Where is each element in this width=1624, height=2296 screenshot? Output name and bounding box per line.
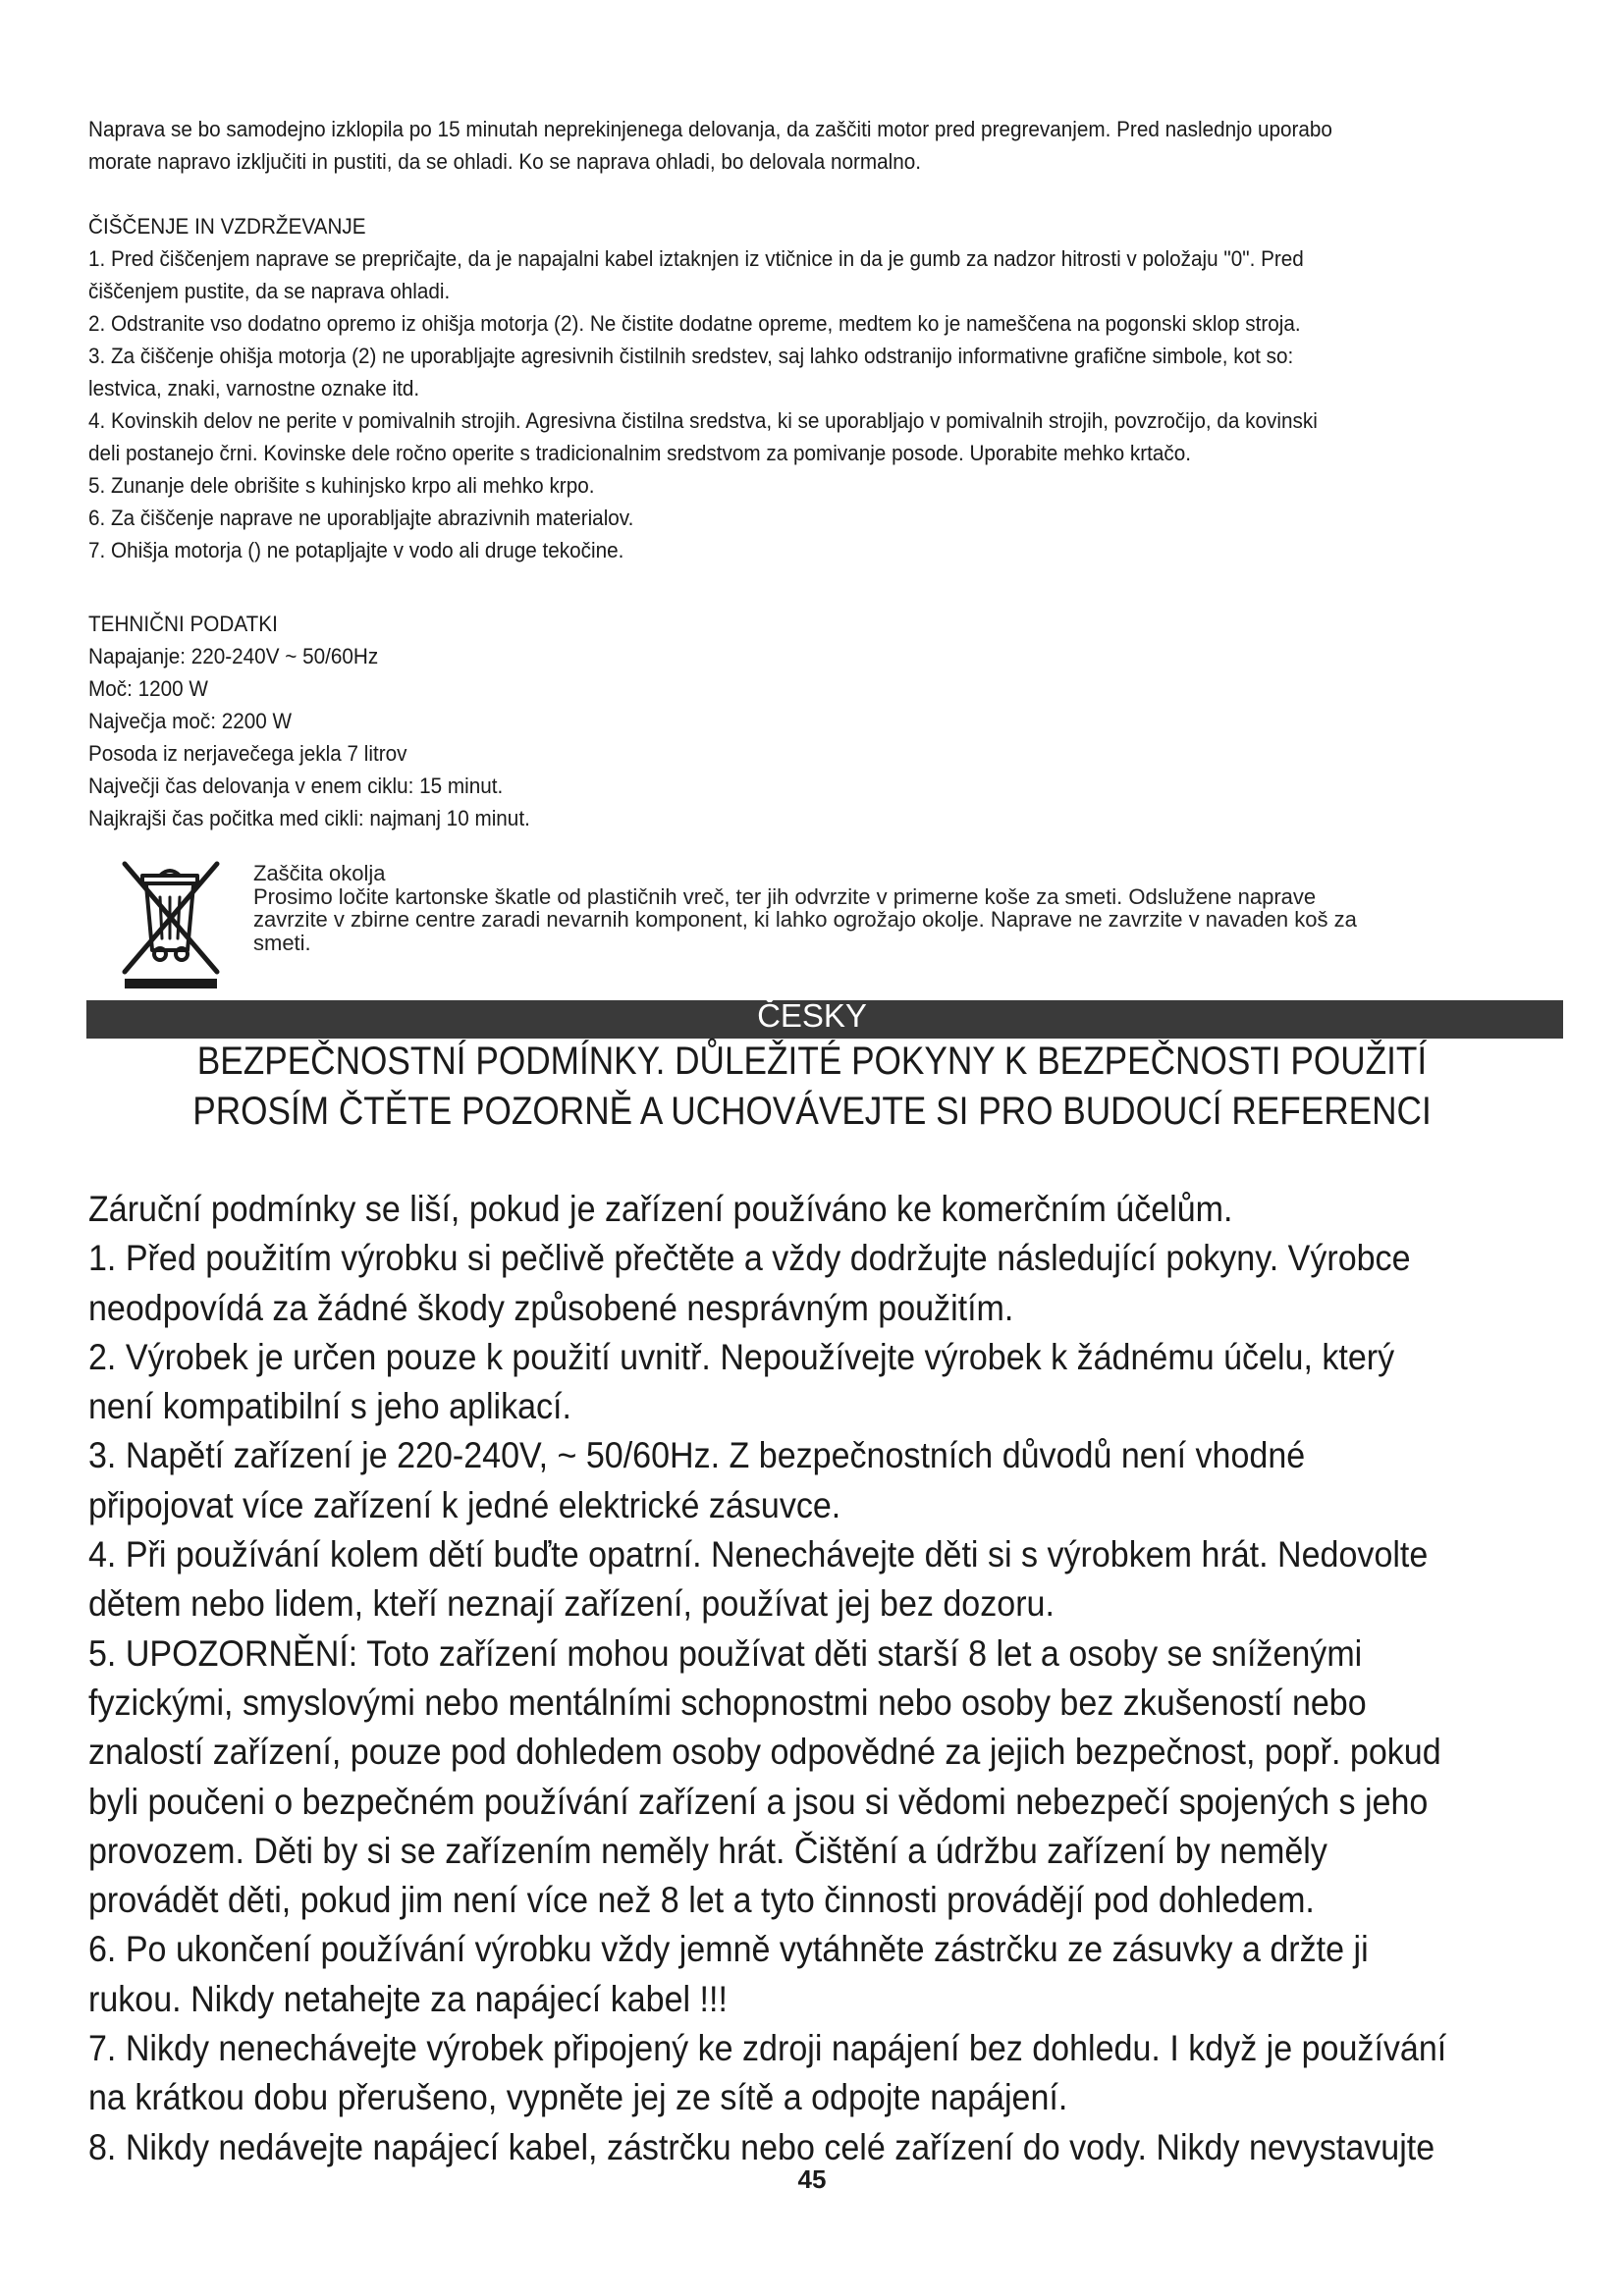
spec-line: Posoda iz nerjavečega jekla 7 litrov <box>88 741 407 766</box>
text-line: fyzickými, smyslovými nebo mentálními schopnostmi nebo osoby bez zkušeností nebo <box>88 1682 1367 1723</box>
spec-line: Napajanje: 220-240V ~ 50/60Hz <box>88 644 379 668</box>
text-line: smeti. <box>253 930 311 955</box>
text-line: 7. Nikdy nenechávejte výrobek připojený ke zdroji napájení bez dohledu. I když je používání <box>88 2028 1447 2069</box>
specs-section <box>88 608 1426 834</box>
text-line: 7. Ohišja motorja () ne potapljajte v vodo ali druge tekočine. <box>88 538 624 562</box>
text-line: rukou. Nikdy netahejte za napájecí kabel !!! <box>88 1978 728 2019</box>
text-line: byli poučeni o bezpečném používání zařízení a jsou si vědomi nebezpečí spojených s jeho <box>88 1781 1429 1822</box>
text-line: 1. Před použitím výrobku si pečlivě přečtěte a vždy dodržujte následující pokyny. Výrobce <box>88 1238 1411 1279</box>
spec-line: Največja moč: 2200 W <box>88 709 293 733</box>
title-line: BEZPEČNOSTNÍ PODMÍNKY. DŮLEŽITÉ POKYNY K BEZPEČNOSTI POUŽITÍ <box>196 1040 1428 1083</box>
text-line: deli postanejo črni. Kovinske dele ročno operite s tradicionalnim sredstvom za pomivanje posode. Uporabite mehko krtačo. <box>88 441 1191 465</box>
cleaning-section <box>88 210 1426 566</box>
text-line: 6. Po ukončení používání výrobku vždy jemně vytáhněte zástrčku ze zásuvky a držte ji <box>88 1929 1369 1970</box>
text-line: 4. Kovinskih delov ne perite v pomivalnih strojih. Agresivna čistilna sredstva, ki se uporabljajo v pomivalnih strojih, povzročijo, da kovinski <box>88 408 1318 433</box>
spec-line: Najkrajši čas počitka med cikli: najmanj 10 minut. <box>88 806 530 830</box>
text-line: na krátkou dobu přerušeno, vypněte jej ze sítě a odpojte napájení. <box>88 2077 1068 2118</box>
environment-notice <box>253 862 1559 954</box>
spec-line: Največji čas delovanja v enem ciklu: 15 minut. <box>88 774 504 798</box>
text-line: provádět děti, pokud jim není více než 8 let a tyto činnosti provádějí pod dohledem. <box>88 1880 1315 1921</box>
text-line: Záruční podmínky se liší, pokud je zařízení používáno ke komerčním účelům. <box>88 1189 1233 1229</box>
text-line: 8. Nikdy nedávejte napájecí kabel, zástrčku nebo celé zařízení do vody. Nikdy nevystavujte <box>88 2126 1435 2167</box>
text-line: 5. UPOZORNĚNÍ: Toto zařízení mohou používat děti starší 8 let a osoby se sníženými <box>88 1632 1363 1674</box>
specs-heading: TEHNIČNI PODATKI <box>88 612 278 636</box>
text-line: 3. Napětí zařízení je 220-240V, ~ 50/60Hz. Z bezpečnostních důvodů není vhodné <box>88 1435 1306 1476</box>
text-line: dětem nebo lidem, kteří neznají zařízení, používat jej bez dozoru. <box>88 1583 1055 1625</box>
text-line: Prosimo ločite kartonske škatle od plastičnih vreč, ter jih odvrzite v primerne koše za smeti. Odslužene naprave <box>253 883 1317 909</box>
cleaning-heading: ČIŠČENJE IN VZDRŽEVANJE <box>88 214 366 239</box>
title-line: PROSÍM ČTĚTE POZORNĚ A UCHOVÁVEJTE SI PRO BUDOUCÍ REFERENCI <box>192 1090 1432 1133</box>
text-line: 3. Za čiščenje ohišja motorja (2) ne uporabljajte agresivnih čistilnih sredstev, saj lahko odstranijo informativne grafične simbole, kot so: <box>88 344 1294 368</box>
text-line: lestvica, znaki, varnostne oznake itd. <box>88 376 420 400</box>
text-line: 6. Za čiščenje naprave ne uporabljajte abrazivnih materialov. <box>88 506 634 530</box>
text-line: 1. Pred čiščenjem naprave se prepričajte, da je napajalni kabel iztaknjen iz vtičnice in da je gumb za nadzor hitrosti v položaju "0". Pred <box>88 246 1304 271</box>
text-line: provozem. Děti by si se zařízením neměly hrát. Čištění a údržbu zařízení by neměly <box>88 1830 1327 1871</box>
crossed-out-wheelie-bin-icon <box>95 846 252 993</box>
environment-heading: Zaščita okolja <box>253 861 386 885</box>
text-line: 4. Při používání kolem dětí buďte opatrní. Nenechávejte děti si s výrobkem hrát. Nedovolte <box>88 1534 1429 1575</box>
slovenian-intro <box>88 113 1426 178</box>
text-line: zavrzite v zbirne centre zaradi nevarnih komponent, ki lahko ogrožajo okolje. Naprave ne zavrzite v navaden koš za <box>253 907 1357 932</box>
czech-safety-instructions <box>88 1185 1497 2172</box>
text-line: morate napravo izključiti in pustiti, da se ohladi. Ko se naprava ohladi, bo delovala normalno. <box>88 149 922 174</box>
spec-line: Moč: 1200 W <box>88 676 208 701</box>
text-line: není kompatibilní s jeho aplikací. <box>88 1386 571 1427</box>
text-line: 5. Zunanje dele obrišite s kuhinjsko krpo ali mehko krpo. <box>88 473 595 498</box>
text-line: připojovat více zařízení k jedné elektrické zásuvce. <box>88 1484 841 1525</box>
text-line: 2. Odstranite vso dodatno opremo iz ohišja motorja (2). Ne čistite dodatne opreme, medtem ko je nameščena na pogonski sklop stroja. <box>88 311 1301 336</box>
slovenian-section <box>88 113 1426 834</box>
text-line: znalostí zařízení, pouze pod dohledem osoby odpovědné za jejich bezpečnost, popř. pokud <box>88 1732 1441 1773</box>
safety-title <box>0 1037 1624 1137</box>
page-number: 45 <box>797 2164 827 2194</box>
text-line: neodpovídá za žádné škody způsobené nesprávným použitím. <box>88 1287 1014 1328</box>
text-line: Naprava se bo samodejno izklopila po 15 minutah neprekinjenega delovanja, da zaščiti motor pred pregrevanjem. Pred naslednjo uporabo <box>88 117 1332 141</box>
text-line: čiščenjem pustite, da se naprava ohladi. <box>88 279 451 303</box>
text-line: 2. Výrobek je určen pouze k použití uvnitř. Nepoužívejte výrobek k žádnému účelu, který <box>88 1336 1395 1377</box>
language-section-label: ČESKY <box>757 997 867 1034</box>
